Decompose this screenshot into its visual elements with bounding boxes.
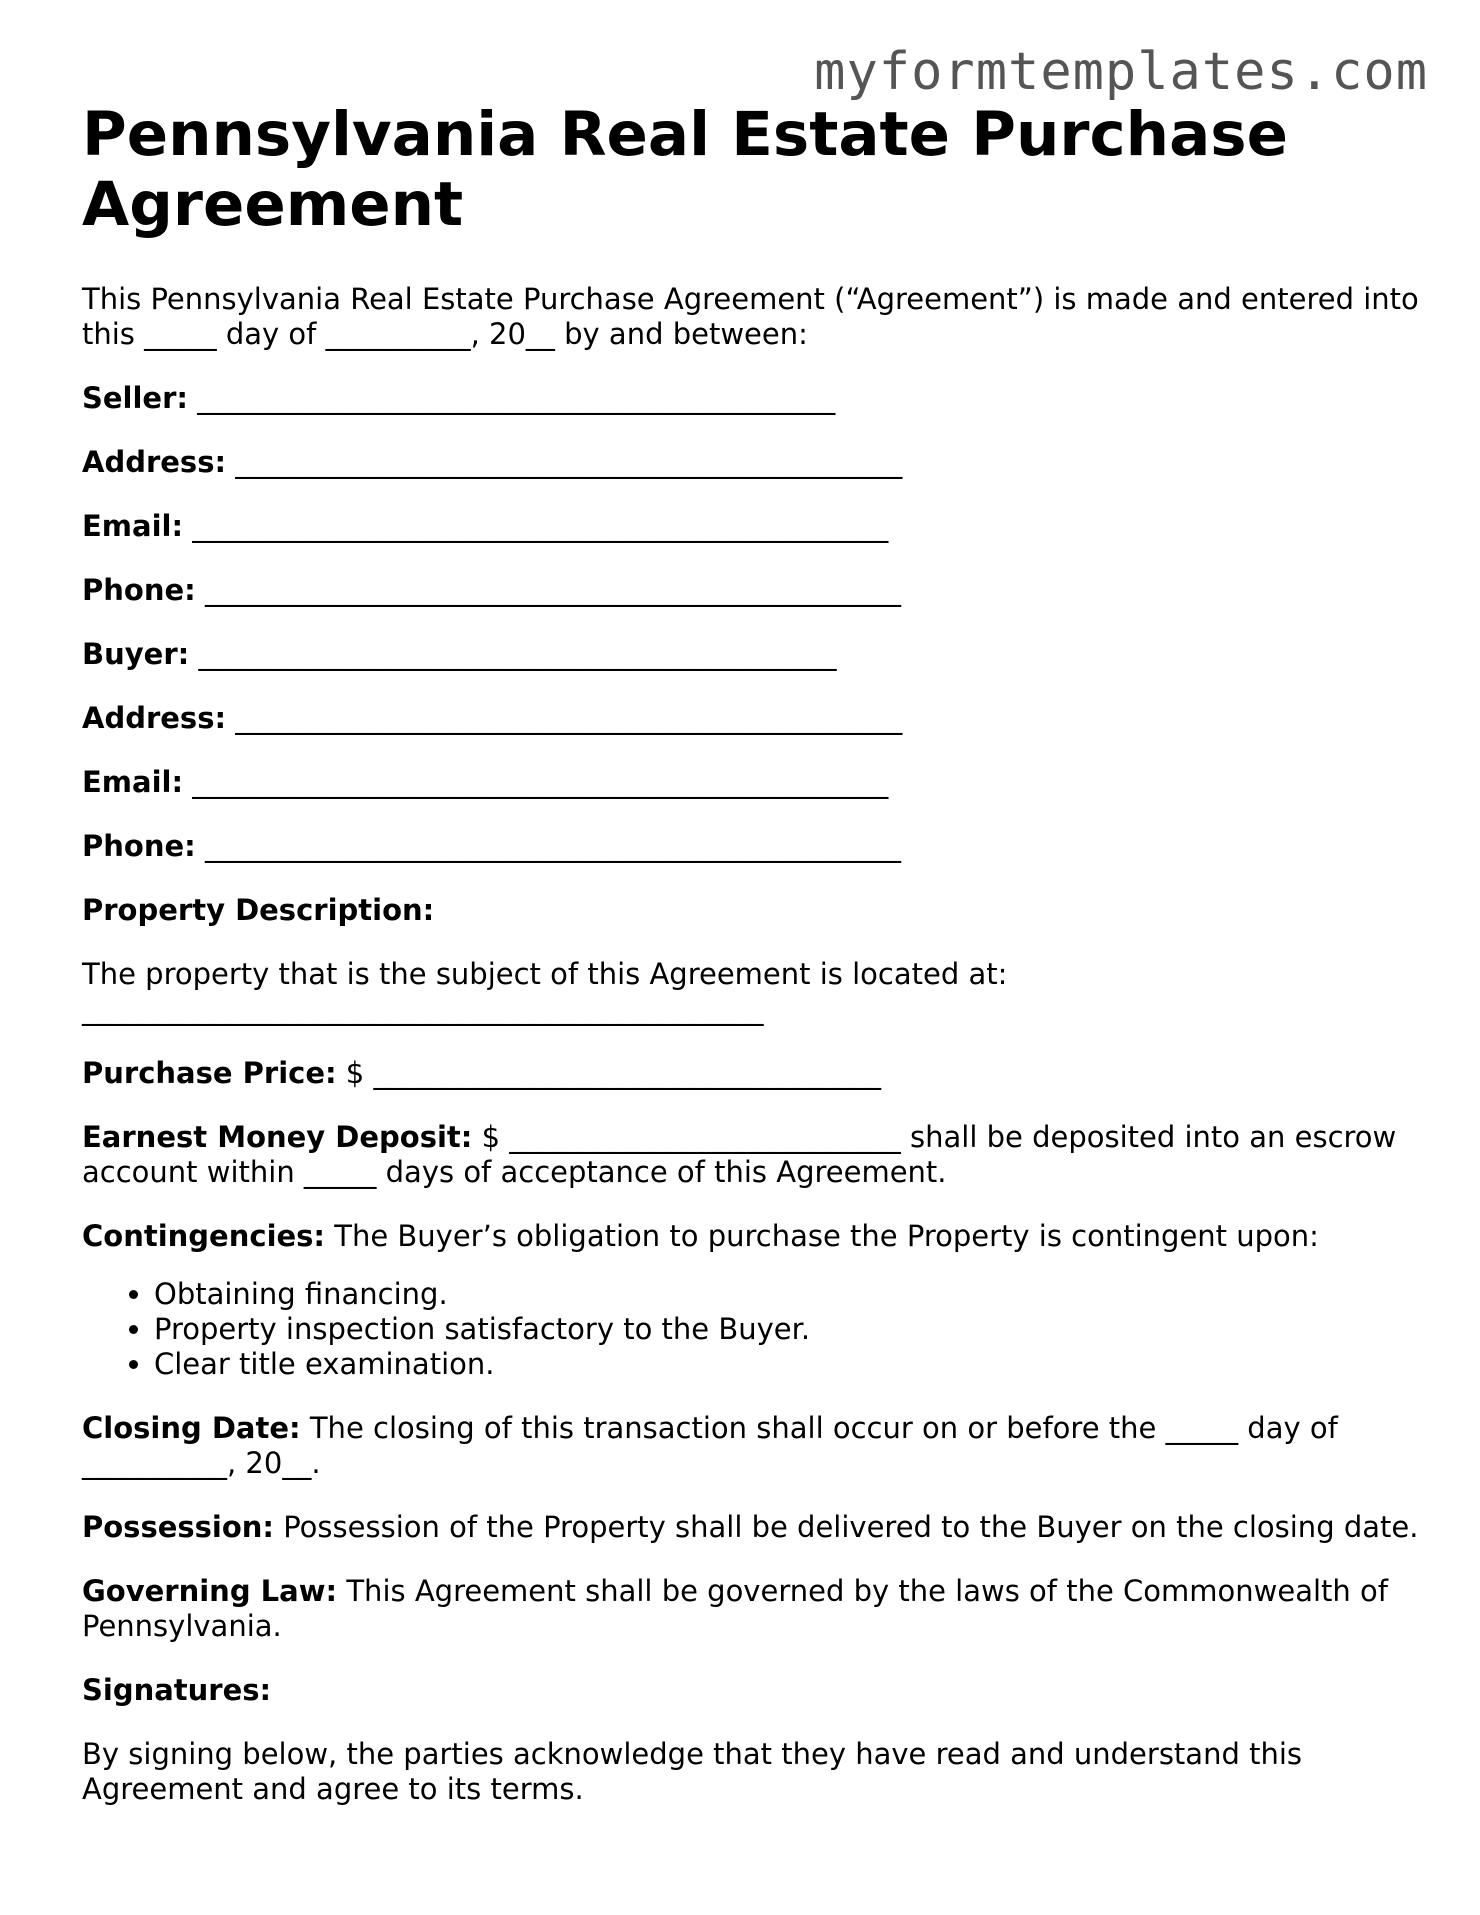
seller-address-field: [82, 445, 1422, 480]
watermark: myformtemplates.com: [814, 42, 1428, 102]
property-address-line[interactable]: _______________________________________________: [82, 992, 764, 1026]
buyer-email-field: [82, 765, 1422, 800]
contingencies-list: [82, 1277, 1422, 1382]
field-label: Address:: [82, 701, 227, 735]
intro-paragraph: This Pennsylvania Real Estate Purchase Agreement (“Agreement”) is made and entered into this _____ day of __________, 20__ by and between:: [82, 282, 1419, 351]
document-page: [82, 100, 1422, 1836]
section-label: Closing Date:: [82, 1411, 301, 1445]
seller-phone-field: [82, 573, 1422, 608]
earnest-money-text: $ ___________________________ shall be deposited into an escrow account within _____ days of acceptance of this Agreement.: [82, 1120, 1397, 1189]
governing-law-paragraph: [82, 1574, 1422, 1644]
contingencies-text: The Buyer’s obligation to purchase the Property is contingent upon:: [325, 1219, 1319, 1253]
purchase-price-line[interactable]: $ ___________________________________: [336, 1056, 881, 1090]
possession-paragraph: [82, 1510, 1422, 1545]
blank-line[interactable]: ________________________________________________: [204, 573, 901, 607]
earnest-money-paragraph: [82, 1120, 1422, 1190]
governing-law-text: This Agreement shall be governed by the laws of the Commonwealth of Pennsylvania.: [82, 1574, 1388, 1643]
section-label: Possession:: [82, 1510, 274, 1544]
blank-line[interactable]: ______________________________________________: [235, 445, 903, 479]
section-label: Earnest Money Deposit:: [82, 1120, 473, 1154]
field-label: Phone:: [82, 573, 196, 607]
buyer-phone-field: [82, 829, 1422, 864]
blank-line[interactable]: ________________________________________________: [204, 829, 901, 863]
field-label: Email:: [82, 765, 184, 799]
signatures-paragraph: By signing below, the parties acknowledge that they have read and understand this Agreement and agree to its terms.: [82, 1737, 1302, 1806]
page-title: Pennsylvania Real Estate Purchase Agreement: [82, 99, 1288, 240]
section-label: Governing Law:: [82, 1574, 338, 1608]
seller-email-field: [82, 509, 1422, 544]
property-heading: [82, 893, 1422, 928]
section-heading: Signatures:: [82, 1673, 272, 1707]
field-label: Address:: [82, 445, 227, 479]
closing-date-text: The closing of this transaction shall occur on or before the _____ day of __________, 20__.: [82, 1411, 1338, 1480]
blank-line[interactable]: ______________________________________________: [235, 701, 903, 735]
purchase-price-paragraph: [82, 1056, 1422, 1091]
signatures-heading: [82, 1673, 1422, 1708]
list-item: • Property inspection satisfactory to the Buyer.: [154, 1312, 1422, 1347]
property-paragraph: [82, 957, 1422, 1027]
blank-line[interactable]: ____________________________________________: [197, 381, 836, 415]
closing-date-paragraph: [82, 1411, 1422, 1481]
field-label: Buyer:: [82, 637, 190, 671]
field-label: Email:: [82, 509, 184, 543]
property-text: The property that is the subject of this Agreement is located at:: [82, 957, 1008, 991]
section-label: Purchase Price:: [82, 1056, 337, 1090]
possession-text: Possession of the Property shall be delivered to the Buyer on the closing date.: [274, 1510, 1419, 1544]
section-label: Contingencies:: [82, 1219, 326, 1253]
field-label: Seller:: [82, 381, 189, 415]
section-heading: Property Description:: [82, 893, 435, 927]
blank-line[interactable]: ________________________________________________: [192, 509, 889, 543]
seller-name-field: [82, 381, 1422, 416]
list-item: • Clear title examination.: [154, 1347, 1422, 1382]
list-item: • Obtaining financing.: [154, 1277, 1422, 1312]
buyer-name-field: [82, 637, 1422, 672]
contingencies-paragraph: [82, 1219, 1422, 1254]
buyer-address-field: [82, 701, 1422, 736]
blank-line[interactable]: ____________________________________________: [198, 637, 837, 671]
field-label: Phone:: [82, 829, 196, 863]
blank-line[interactable]: ________________________________________________: [192, 765, 889, 799]
